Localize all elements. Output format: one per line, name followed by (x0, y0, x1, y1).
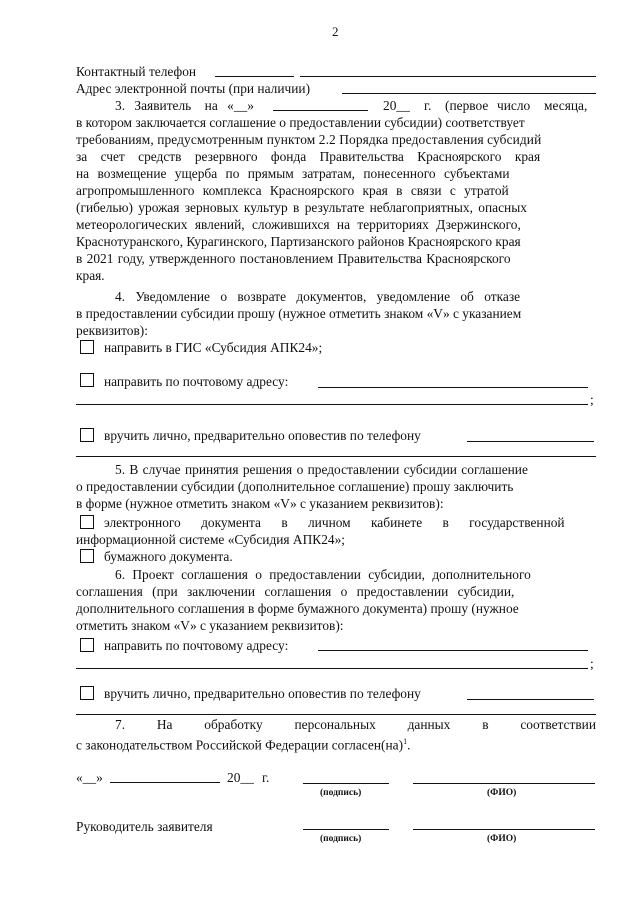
consent-line: с законодательством Российской Федерации согласен(на)$^1$. (76, 737, 411, 753)
signature-caption: (подпись) (320, 788, 362, 798)
section6-last-line: отметить знаком «V» с указанием реквизитов): (76, 618, 344, 633)
personal-phone-line-3[interactable] (467, 699, 594, 700)
page-number: 2 (332, 24, 339, 39)
personal-phone-line-4[interactable] (76, 714, 596, 715)
post-address-line-2[interactable] (76, 404, 588, 405)
post-address-line[interactable] (318, 387, 588, 388)
post-address-checkbox-2[interactable] (80, 638, 94, 652)
section3-line: Краснотуранского, Курагинского, Партизанского районов Красноярского края (76, 234, 521, 249)
section5-line: о предоставлении субсидии (дополнительное соглашение) прошу заключить (76, 479, 514, 494)
section3-line: за счет средств резервного фонда Правительства Красноярского края (76, 149, 541, 164)
post-address-checkbox[interactable] (80, 373, 94, 387)
paper-doc-checkbox[interactable] (80, 549, 94, 563)
section6-line: 6. Проект соглашения о предоставлении субсидии, дополнительного (115, 567, 531, 582)
sign-date-month-line[interactable] (110, 782, 220, 783)
contract-month-line[interactable] (273, 110, 368, 111)
email-label: Адрес электронной почты (при наличии) (76, 81, 311, 96)
gis-checkbox[interactable] (80, 340, 94, 354)
section5-line: 5. В случае принятия решения о предоставлении субсидии соглашение (115, 462, 528, 477)
section6-line: соглашения (при заключении соглашения о предоставлении субсидии, (76, 584, 515, 599)
manager-fio-line[interactable] (413, 829, 595, 830)
post-address-label-2: направить по почтовому адресу: (104, 638, 289, 653)
sign-date-day: «__» (76, 770, 103, 785)
personal-phone-line-2[interactable] (76, 456, 596, 457)
section5-last-line: в форме (нужное отметить знаком «V» с указанием реквизитов): (76, 496, 444, 511)
fio-caption: (ФИО) (487, 788, 517, 798)
paper-doc-label: бумажного документа. (104, 549, 233, 564)
manager-fio-caption: (ФИО) (487, 834, 517, 844)
section3-line: в 2021 году, утвержденного постановлением Правительства Красноярского (76, 251, 511, 266)
section3-first-line: 3. Заявитель на «__» 20__ г. (первое число месяца, (115, 98, 588, 113)
personal-delivery-label: вручить лично, предварительно оповестив по телефону (104, 428, 421, 443)
email-field-line[interactable] (342, 93, 596, 94)
section3-last-line: края. (76, 268, 105, 283)
signature-line[interactable] (303, 783, 389, 784)
section3-line: в котором заключается соглашение о предоставлении субсидии) соответствует (76, 115, 525, 130)
section3-line: агропромышленного комплекса Красноярского края в связи с утратой (76, 183, 509, 198)
personal-delivery-checkbox-2[interactable] (80, 686, 94, 700)
section3-line: метеорологических явлений, сложившихся на территориях Дзержинского, (76, 217, 521, 232)
phone-field-line-extra[interactable] (300, 76, 596, 77)
sign-date-year-suffix: г. (262, 770, 270, 785)
manager-signature-line[interactable] (303, 829, 389, 830)
section3-line: (гибелью) урожая зерновых культур в результате неблагоприятных, опасных (76, 200, 527, 215)
section4-last-line: реквизитов): (76, 323, 148, 338)
footnote-marker: 1 (403, 737, 408, 746)
section3-line: на возмещение ущерба по прямым затратам, понесенного субъектами (76, 166, 510, 181)
electronic-doc-checkbox[interactable] (80, 515, 94, 529)
post-address-line-3[interactable] (318, 650, 588, 651)
phone-label: Контактный телефон (76, 64, 197, 79)
section7-first-line: 7. На обработку персональных данных в соответствии (115, 717, 596, 732)
phone-field-line[interactable] (215, 76, 294, 77)
post-address-semicolon: ; (590, 392, 594, 407)
personal-delivery-label-2: вручить лично, предварительно оповестив по телефону (104, 686, 421, 701)
section3-line: требованиям, предусмотренным пунктом 2.2 Порядка предоставления субсидий (76, 132, 542, 147)
section4-line: в предоставлении субсидии прошу (нужное отметить знаком «V» с указанием (76, 306, 522, 321)
post-address-semicolon-2: ; (590, 656, 594, 671)
electronic-doc-label: электронного документа в личном кабинете в государственной (104, 515, 565, 530)
sign-date-year: 20__ (227, 770, 254, 785)
section4-line: 4. Уведомление о возврате документов, уведомление об отказе (115, 289, 521, 304)
section6-line: дополнительного соглашения в форме бумажного документа) прошу (нужное (76, 601, 519, 616)
manager-label: Руководитель заявителя (76, 819, 213, 834)
electronic-doc-label-2: информационной системе «Субсидия АПК24»; (76, 532, 346, 547)
personal-phone-line[interactable] (467, 441, 594, 442)
gis-option-label: направить в ГИС «Субсидия АПК24»; (104, 340, 323, 355)
fio-line[interactable] (413, 783, 595, 784)
post-address-line-4[interactable] (76, 668, 588, 669)
manager-signature-caption: (подпись) (320, 834, 362, 844)
post-address-label: направить по почтовому адресу: (104, 374, 289, 389)
personal-delivery-checkbox[interactable] (80, 428, 94, 442)
